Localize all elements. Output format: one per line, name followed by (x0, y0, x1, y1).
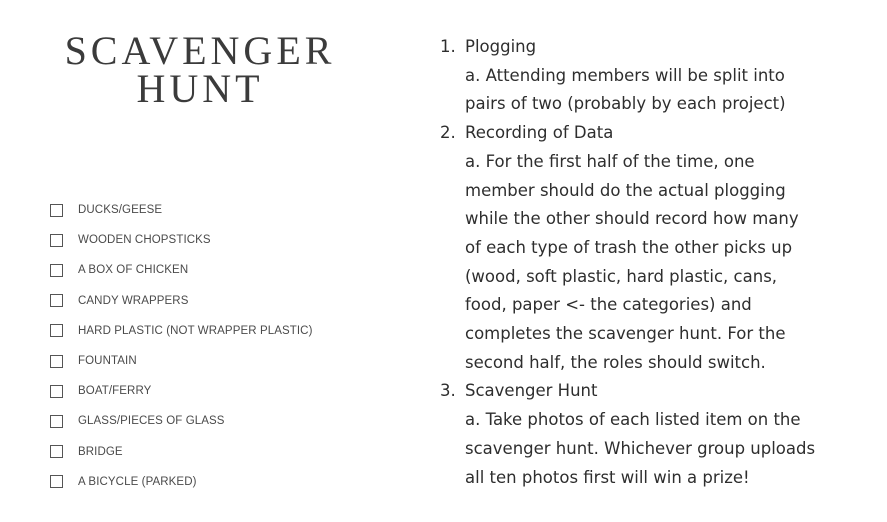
step-scavenger-hunt (440, 377, 860, 492)
instruction-steps (440, 33, 860, 492)
step-detail-line: of each type of trash the other picks up (465, 237, 793, 257)
step-detail-line: food, paper <- the categories) and (465, 295, 752, 315)
checklist-item-label: A BICYCLE (PARKED) (78, 475, 197, 488)
title-line-1: SCAVENGER (64, 28, 336, 73)
checkbox[interactable] (50, 475, 63, 488)
step-title: Recording of Data (465, 123, 614, 143)
step-heading (440, 377, 860, 406)
checklist-item[interactable] (50, 316, 313, 346)
scavenger-checklist (50, 195, 313, 497)
step-recording-of-data (440, 119, 860, 377)
checklist-item-label: CANDY WRAPPERS (78, 294, 189, 307)
step-detail-line: scavenger hunt. Whichever group uploads (465, 438, 816, 458)
step-heading (440, 119, 860, 148)
page-title (30, 28, 370, 111)
checklist-item[interactable] (50, 467, 313, 497)
step-number: 3. (440, 381, 456, 401)
checklist-item-label: BOAT/FERRY (78, 385, 152, 398)
checklist-item[interactable] (50, 437, 313, 467)
checklist-item-label: HARD PLASTIC (NOT WRAPPER PLASTIC) (78, 324, 313, 337)
step-detail-line: while the other should record how many (465, 209, 799, 229)
checklist-item[interactable] (50, 195, 313, 225)
checkbox[interactable] (50, 415, 63, 428)
title-line-2: HUNT (136, 66, 264, 111)
step-detail-line: all ten photos first will win a prize! (465, 467, 750, 487)
checklist-item[interactable] (50, 286, 313, 316)
checkbox[interactable] (50, 204, 63, 217)
step-heading (440, 33, 860, 62)
step-detail-line: a. Take photos of each listed item on the (465, 410, 801, 430)
step-number: 1. (440, 37, 456, 56)
checkbox[interactable] (50, 355, 63, 368)
step-title: Scavenger Hunt (465, 381, 598, 401)
step-detail-line: member should do the actual plogging (465, 180, 786, 200)
checklist-item[interactable] (50, 225, 313, 255)
step-detail-line: a. For the first half of the time, one (465, 151, 755, 171)
checkbox[interactable] (50, 385, 63, 398)
checklist-item-label: FOUNTAIN (78, 355, 137, 368)
step-detail-line: completes the scavenger hunt. For the (465, 324, 786, 344)
checklist-item-label: DUCKS/GEESE (78, 204, 163, 217)
checklist-item[interactable] (50, 376, 313, 406)
step-number: 2. (440, 123, 456, 143)
checklist-item[interactable] (50, 346, 313, 376)
checklist-item[interactable] (50, 255, 313, 285)
checklist-item-label: GLASS/PIECES OF GLASS (78, 415, 225, 428)
checkbox[interactable] (50, 294, 63, 307)
step-detail-line: a. Attending members will be split into (465, 65, 785, 85)
step-plogging (440, 33, 860, 119)
checkbox[interactable] (50, 264, 63, 277)
checklist-item-label: A BOX OF CHICKEN (78, 264, 189, 277)
checklist-item-label: WOODEN CHOPSTICKS (78, 234, 211, 247)
step-title: Plogging (465, 37, 537, 56)
checklist-item-label: BRIDGE (78, 445, 123, 458)
checklist-item[interactable] (50, 406, 313, 436)
step-detail-line: (wood, soft plastic, hard plastic, cans, (465, 266, 778, 286)
step-detail-line: second half, the roles should switch. (465, 352, 766, 372)
step-detail-line: pairs of two (probably by each project) (465, 94, 786, 114)
checkbox[interactable] (50, 234, 63, 247)
checkbox[interactable] (50, 445, 63, 458)
checkbox[interactable] (50, 324, 63, 337)
